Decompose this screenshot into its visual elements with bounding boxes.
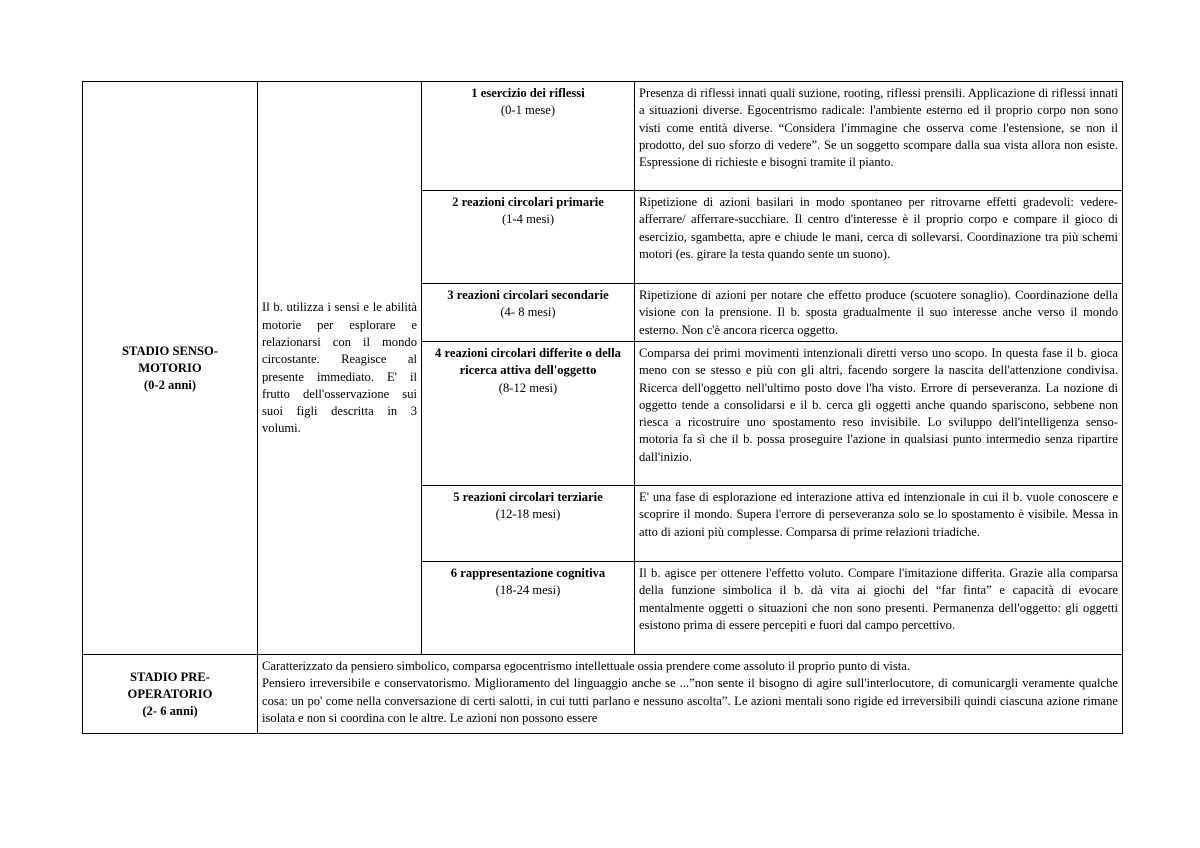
substage-cell [422,284,635,342]
substage-title: 3 reazioni circolari secondarie [447,288,609,302]
piaget-stages-table [82,81,1123,734]
substage-detail: E' una fase di esplorazione ed interazione attiva ed intenzionale in cui il b. vuole conoscere e scoprire il mondo. Supera l'errore di perseveranza solo se lo spostamento è visibile. Messa in atto di azioni più complesse. Comparsa di prime relazioni triadiche. [635,486,1123,562]
stage-name-cell [83,82,258,655]
substage-age: (18-24 mesi) [495,583,561,598]
substage-age: (0-1 mese) [500,103,556,118]
stage-name-cell [83,655,258,734]
substage-detail: Il b. agisce per ottenere l'effetto voluto. Compare l'imitazione differita. Grazie alla comparsa della funzione simbolica il b. dà vita ai giochi del “far finta” e capacità di evocare mentalmente oggetti o situazioni che non sono presenti. Permanenza dell'oggetto: gli oggetti esistono prima di essere percepiti e fuori dal campo percettivo. [635,562,1123,655]
stage-age: (2- 6 anni) [142,704,198,719]
substage-detail: Ripetizione di azioni basilari in modo spontaneo per ritrovarne effetti gradevoli: vedere-afferrare/ afferrare-succhiare. Il centro d'interesse è il proprio corpo e compare il gioco di esercizio, sgambetta, apre e chiude le mani, cerca di sollevarsi. Coordinazione tra più schemi motori (es. girare la testa quando sente un suono). [635,191,1123,284]
substage-age: (1-4 mesi) [501,212,555,227]
table-row [83,82,1123,191]
substage-age: (12-18 mesi) [495,507,561,522]
substage-age: (4- 8 mesi) [500,305,556,320]
stage-name-line: STADIO SENSO- [122,343,218,358]
substage-title: 2 reazioni circolari primarie [452,195,604,209]
stage-age: (0-2 anni) [143,378,197,393]
substage-age: (8-12 mesi) [498,380,558,395]
substage-detail: Presenza di riflessi innati quali suzione, rooting, riflessi prensili. Applicazione di riflessi innati a situazioni diverse. Egocentrismo radicale: l'ambiente esterno ed il proprio corpo non sono visti come entità diverse. “Considera l'immagine che osserva come l'estensione, se non il prodotto, del suo sforzo di vedere”. Se un soggetto scompare dalla sua vista allora non esiste. Espressione di richieste e bisogni tramite il pianto. [635,82,1123,191]
paragraph: Caratterizzato da pensiero simbolico, comparsa egocentrismo intellettuale ossia prendere come assoluto il proprio punto di vista. [262,659,911,673]
stage-name-line: MOTORIO [138,360,202,375]
substage-cell [422,82,635,191]
substage-title: 6 rappresentazione cognitiva [450,566,606,580]
stage-name-line: OPERATORIO [127,686,213,701]
substage-title: 1 esercizio dei riflessi [471,86,585,100]
substage-title: 5 reazioni circolari terziarie [453,490,603,504]
stage-description: Il b. utilizza i sensi e le abilità motorie per esplorare e relazionarsi con il mondo circostante. Reagisce al presente immediato. E' il frutto dell'osservazione sui suoi figli descritta in 3 volumi. [258,82,422,655]
substage-title: 4 reazioni circolari differite o della ricerca attiva dell'oggetto [435,346,621,378]
stage-description [258,655,1123,734]
substage-cell [422,562,635,655]
stage-name-line: STADIO PRE- [130,669,210,684]
paragraph: Pensiero irreversibile e conservatorismo. Miglioramento del linguaggio anche se ...”non sente il bisogno di agire sull'interlocutore, di comunicargli veramente qualche cosa: un po' come nella conversazione di certi salotti, in cui tutti parlano e nessuno ascolta”. Le azioni mentali sono rigide ed irreversibili quindi ciascuna azione rimane isolata e non si coordina con le altre. Le azioni non possono essere [262,676,1118,725]
substage-cell [422,486,635,562]
substage-cell [422,191,635,284]
substage-cell [422,342,635,486]
substage-detail: Ripetizione di azioni per notare che effetto produce (scuotere sonaglio). Coordinazione della visione con la prensione. Il b. sposta gradualmente il suo interesse anche verso il mondo esterno. Non c'è ancora ricerca oggetto. [635,284,1123,342]
substage-detail: Comparsa dei primi movimenti intenzionali diretti verso uno scopo. In questa fase il b. gioca meno con se stesso e più con gli altri, facendo sorgere la nascita dell'attenzione condivisa. Ricerca dell'oggetto nell'ultimo posto dove l'ha visto. Errore di perseveranza. La nozione di oggetto tende a consolidarsi e il b. cerca gli oggetti anche quando spariscono, sebbene non riesca a ricostruire uno spostamento reso invisibile. Lo sviluppo dell'intelligenza senso-motoria fa sì che il b. possa proseguire l'azione in qualsiasi punto intermedio senza ripartire dall'inizio. [635,342,1123,486]
table-row [83,655,1123,734]
